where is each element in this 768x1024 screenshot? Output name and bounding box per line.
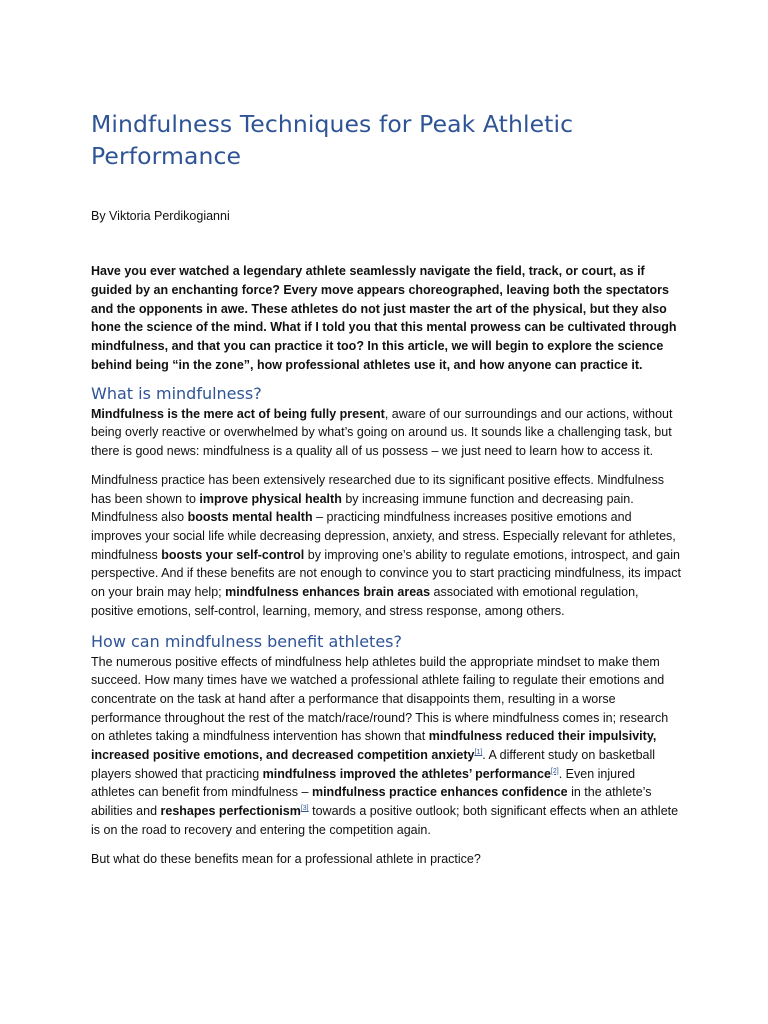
paragraph-text: by improving one’s ability to regulate emotions, introspect, and gain perspective. And if these benefits are not enough to convince you to start practicing mindfulness, its impact on your brain may help;: [91, 547, 681, 600]
footnote-link-2[interactable]: [2]: [550, 767, 559, 775]
paragraph-text: Mindfulness practice has been extensively researched due to its significant positive effects. Mindfulness has been shown to: [91, 472, 664, 506]
bold-phrase: mindfulness enhances brain areas: [225, 585, 431, 600]
paragraph-text: in the athlete’s abilities and: [91, 785, 652, 819]
bold-phrase: boosts mental health: [187, 510, 313, 525]
bold-phrase: mindfulness practice enhances confidence: [311, 785, 568, 800]
article-title: Mindfulness Techniques for Peak Athletic Performance: [91, 110, 574, 170]
paragraph-text: The numerous positive effects of mindfulness help athletes build the appropriate mindset to make them succeed. How many times have we watched a professional athlete failing to regulate their emotions and concentrate on the task at hand after a performance that disappoints them, resulting in a worse performance throughout the rest of the match/race/round? This is where mindfulness comes in; research on athletes taking a mindfulness intervention has shown that: [91, 654, 669, 744]
bold-phrase: mindfulness reduced their impulsivity, increased positive emotions, and decreased competition anxiety: [91, 729, 657, 763]
paragraph-text: towards a positive outlook; both significant effects when an athlete is on the road to recovery and entering the competition again.: [91, 804, 679, 837]
section-heading-what-is-mindfulness: What is mindfulness?: [91, 383, 262, 403]
bold-phrase: Mindfulness is the mere act of being fully present: [91, 406, 385, 421]
paragraph-text: – practicing mindfulness increases positive emotions and improves your social life while decreasing depression, anxiety, and stress. Especially relevant for athletes, mindfulness: [91, 510, 676, 562]
paragraph-question: But what do these benefits mean for a professional athlete in practice?: [91, 851, 481, 866]
paragraph-text: . A different study on basketball players showed that practicing: [91, 748, 656, 781]
paragraph-definition: [91, 405, 681, 461]
article-intro: Have you ever watched a legendary athlete seamlessly navigate the field, track, or court, as if guided by an enchanting force? Every move appears choreographed, leaving both the spectators and the opponents in awe. These athletes do not just master the art of the physical, but they also hone the science of the mind. What if I told you that this mental prowess can be cultivated through mindfulness, and that you can practice it too? In this article, we will begin to explore the science behind being “in the zone”, how professional athletes use it, and how anyone can practice it.: [91, 264, 677, 372]
paragraph-benefits: [91, 471, 681, 621]
footnote-link-1[interactable]: [1]: [474, 749, 483, 757]
bold-phrase: reshapes perfectionism: [160, 804, 301, 819]
bold-phrase: improve physical health: [199, 491, 342, 506]
paragraph-athletes: [91, 653, 681, 840]
paragraph-text: . Even injured athletes can benefit from mindfulness –: [91, 766, 636, 800]
article-byline: By Viktoria Perdikogianni: [91, 209, 230, 223]
paragraph-text: , aware of our surroundings and our actions, without being overly reactive or overwhelmed by what’s going on around us. It sounds like a challenging task, but there is good news: mindfulness is a quality all of us possess – we just need to learn how to access it.: [91, 406, 673, 459]
bold-phrase: mindfulness improved the athletes’ performance: [262, 766, 551, 781]
paragraph-text: associated with emotional regulation, positive emotions, self-control, learning, memory, and stress response, among others.: [91, 585, 639, 618]
paragraph-text: by increasing immune function and decreasing pain. Mindfulness also: [91, 491, 634, 525]
bold-phrase: boosts your self-control: [161, 547, 305, 562]
document-page: [91, 108, 681, 878]
section-heading-athletes: How can mindfulness benefit athletes?: [91, 631, 402, 651]
footnote-link-3[interactable]: [3]: [300, 805, 309, 813]
